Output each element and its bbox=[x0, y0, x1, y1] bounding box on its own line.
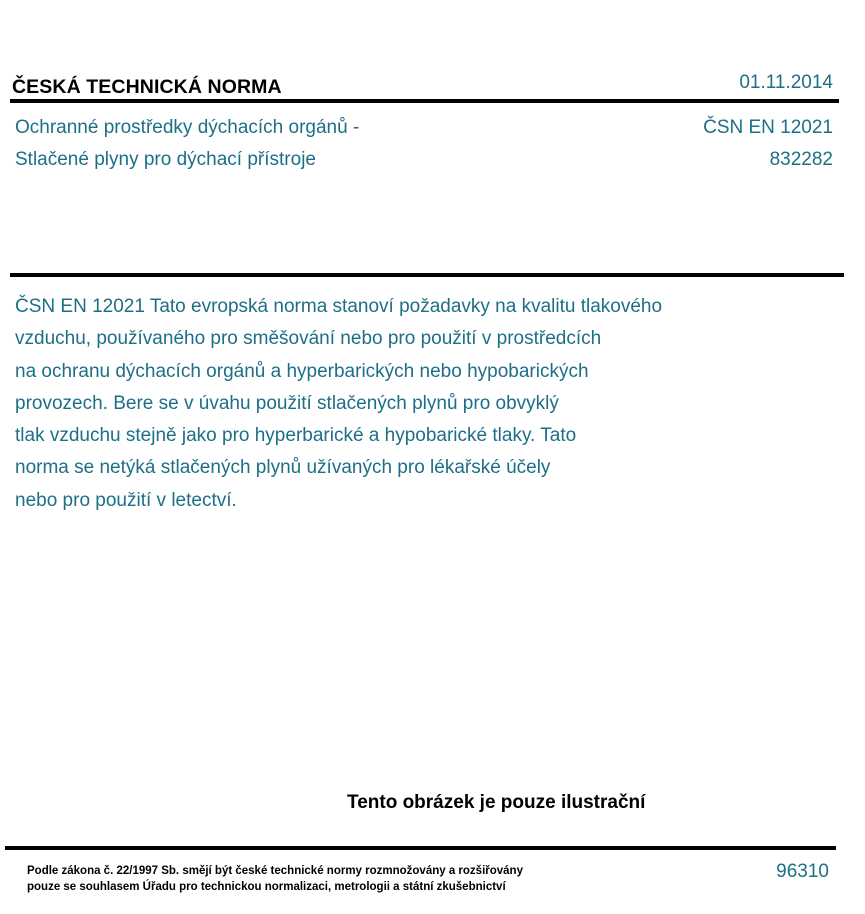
abstract-line: vzduchu, používaného pro směšování nebo pro použití v prostředcích bbox=[15, 328, 602, 350]
legal-notice bbox=[27, 863, 523, 895]
abstract-line: na ochranu dýchacích orgánů a hyperbarických nebo hypobarických bbox=[15, 360, 589, 382]
abstract-line: ČSN EN 12021 Tato evropská norma stanoví požadavky na kvalitu tlakového bbox=[15, 296, 663, 317]
abstract-line: norma se netýká stlačených plynů užívaných pro lékařské účely bbox=[15, 457, 551, 479]
classification-number: 832282 bbox=[769, 149, 833, 170]
title-divider bbox=[10, 273, 844, 277]
standard-abstract bbox=[15, 291, 785, 517]
standard-title-line1: Ochranné prostředky dýchacích orgánů - bbox=[15, 117, 360, 138]
standard-title-line2: Stlačené plyny pro dýchací přístroje bbox=[15, 149, 316, 170]
publication-date: 01.11.2014 bbox=[739, 72, 833, 93]
footer-divider bbox=[5, 846, 836, 850]
document-header-title: ČESKÁ TECHNICKÁ NORMA bbox=[12, 76, 282, 98]
abstract-line: tlak vzduchu stejně jako pro hyperbarické a hypobarické tlaky. Tato bbox=[15, 425, 577, 447]
header-divider bbox=[10, 99, 839, 103]
abstract-line: provozech. Bere se v úvahu použití stlačených plynů pro obvyklý bbox=[15, 392, 559, 414]
legal-notice-line2: pouze se souhlasem Úřadu pro technickou normalizaci, metrologii a státní zkušebnictví bbox=[27, 881, 506, 893]
legal-notice-line1: Podle zákona č. 22/1997 Sb. smějí být české technické normy rozmnožovány a rozšiřovány bbox=[27, 865, 523, 877]
standard-number: ČSN EN 12021 bbox=[703, 117, 833, 138]
abstract-line: nebo pro použití v letectví. bbox=[15, 489, 237, 511]
illustration-notice: Tento obrázek je pouze ilustrační bbox=[347, 792, 646, 813]
catalog-code: 96310 bbox=[776, 861, 829, 882]
